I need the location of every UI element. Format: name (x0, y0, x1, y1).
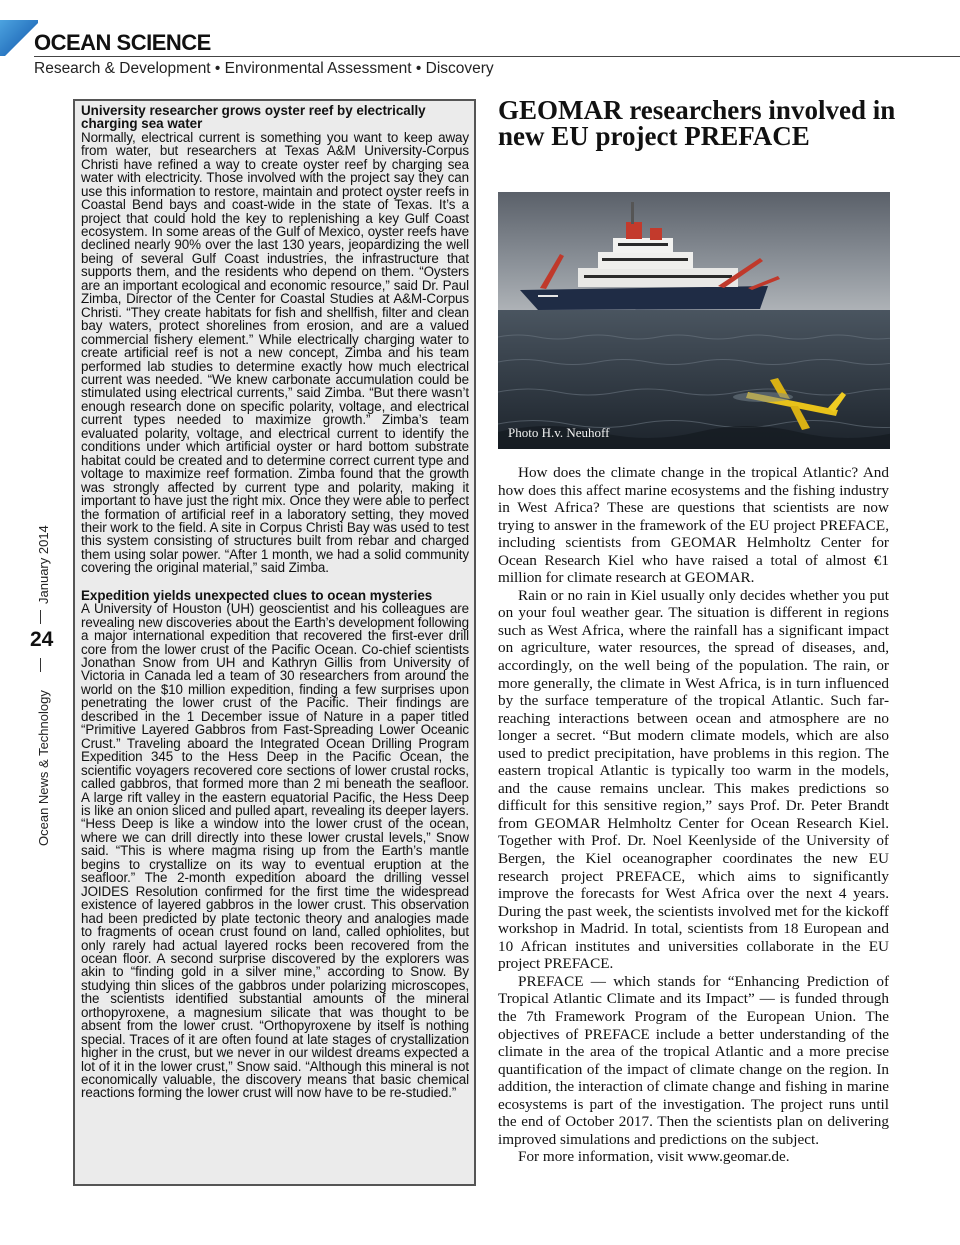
feature-paragraph: Rain or no rain in Kiel usually only decides whether you put on your foul weather gear. The situation is different in regions such as West Africa, where the rainfall has a significant impact on agriculture, water resources, the spread of diseases, and, accordingly, on the well being of the population. The rain, or more generally, the climate in West Africa, is in turn influenced by the surface temperature of the tropical Atlantic. Such far-reaching interactions between ocean and atmosphere are no longer a secret. “But modern climate models, which are also used to predict precipitation, have problems in this region. The eastern tropical Atlantic is typically too warm in the models, and the cause remains unclear. This makes predictions so difficult for this sensitive region,” says Prof. Dr. Peter Brandt from GEOMAR Helmholtz Center for Ocean Research Kiel. Together with Prof. Dr. Noel Keenlyside of the University of Bergen, the Kiel oceanographer coordinates the new EU research project PREFACE, which aims to significantly improve the forecasts for West Africa over the next 4 years. During the past week, the scientists involved met for the kickoff workshop in Madrid. In total, scientists from 18 European and 10 African institutes and universities collaborate in the EU project PREFACE. (498, 586, 889, 973)
section-title: OCEAN SCIENCE (34, 30, 211, 55)
sidebar-rule-bottom (40, 658, 41, 672)
feature-paragraph: PREFACE — which stands for “Enhancing Prediction of Tropical Atlantic Climate and its Impact” — is funded through the 7th Framework Program of the European Union. The objectives of PREFACE include a better understanding of the climate in the area of the tropical Atlantic and a more precise quantification of the impact of climate change on the region. In addition, the interaction of climate change and fishing in marine ecosystems is part of the investigation. The project runs until the end of October 2017. Then the scientists plan on delivering improved simulations and predictions on the subject. (498, 972, 889, 1148)
sidebar-publication: Ocean News & Technology (36, 690, 51, 846)
article-expedition-title: Expedition yields unexpected clues to ocean mysteries (81, 587, 433, 603)
feature-body (498, 464, 889, 1166)
feature-paragraph: For more information, visit www.geomar.de. (518, 1148, 790, 1166)
article-expedition-body: A University of Houston (UH) geoscientist and his colleagues are revealing new discoveries about the Earth’s development following a major international expedition that recovered the first-ever drill core from the lower crust of the Pacific Ocean. Co-chief scientists Jonathan Snow from UH and Kathryn Gillis from University of Victoria in Canada led a team of 30 researchers from around the world on the $10 million expedition, finding a few surprises upon penetrating the lower crust of the Pacific. Their findings are described in the 1 December issue of Nature in a paper titled “Primitive Layered Gabbros from Fast-Spreading Lower Oceanic Crust.” Traveling aboard the Integrated Ocean Drilling Program Expedition 345 to the Hess Deep in the Pacific Ocean, the scientific voyagers recovered core sections of lower crustal rocks, called gabbros, that formed more than 2 mi beneath the seafloor. A large rift valley in the eastern equatorial Pacific, the Hess Deep is like an onion sliced and pulled apart, revealing its deeper layers. “Hess Deep is like a window into the lower crust of the ocean, where we can drill directly into these lower crustal levels,” Snow said. “This is where magma rising up from the Earth’s mantle begins to crystallize on its way to eventual eruption at the seafloor.” The 2-month expedition aboard the drilling vessel JOIDES Resolution confirmed for the first time the widespread existence of layered gabbros in the lower crust. This observation had been predicted by plate tectonic theory and analogies made to fragments of ocean crust found on land, called ophiolites, but only rarely had actual layered rocks been recovered from the ocean floor. A second surprise discovered by the explorers was akin to “finding gold in a silver mine,” according to Snow. By studying thin slices of the gabbros under polarizing microscopes, the scientists identified substantial amounts of the mineral orthopyroxene, a magnesium silicate that was thought to be absent from the lower crust. “Orthopyroxene by itself is nothing special. Traces of it are often found at late stages of crystallization higher in the crust, but we never in our wildest dreams expected a lot of it in the lower crust,” Snow said. “Although this mineral is not economically valuable, the discovery means that basic chemical reactions forming the lower crust will now have to be re-studied.” (81, 601, 469, 1101)
header-accent-block (0, 20, 38, 56)
photo-credit: Photo H.v. Neuhoff (508, 425, 610, 440)
sidebar-month: January 2014 (36, 525, 51, 604)
article-oyster-body: Normally, electrical current is something you want to keep away from water, but researchers at Texas A&M University-Corpus Christi have refined a way to create oyster reef by charging sea water with electricity. Those involved with the project say they can use this information to restore, maintain and protect oyster reefs in Coastal Bend bays and coast-wide in the state of Texas. It’s a project that could hold the key to replenishing a key Gulf Coast ecosystem. In some areas of the Gulf of Mexico, oyster reefs have declined nearly 90% over the last 130 years, jeopardizing the well being of several Gulf Coast industries, the infrastructure that supports them, and the residents who depend on them. “Oysters are an important ecological and economic resource,” said Dr. Paul Zimba, Director of the Center for Coastal Studies at A&M-Corpus Christi. “They create habitats for fish and shellfish, filter and clean bay waters, protect shorelines from erosion, and are a valued commercial fishery element.” While electrically charging water to create artificial reef is not a new concept, Zimba and his team performed lab studies to determine exactly how much electrical current was needed. “We knew carbonate accumulation could be stimulated using electrical currents,” said Zimba. “But there wasn’t enough research done on specific polarity, voltage, and electrical current types needed to maximize growth.” Zimba’s team evaluated polarity, voltage, and electrical current to identify the conditions under which artificial oyster or hard bottom substrate habitat could be created and to determine correct current type and voltage to maximize reef formation. Zimba found that the growth was strongly affected by current type and polarity, making it important to have just the right mix. Once they were able to perfect the formation of artificial reef in a laboratory setting, they moved their work to the field. A site in Corpus Christi Bay was used to test this system consisting of structures built from rebar and charged them using solar power. “After 1 month, we had a solid community covering the original material,” said Zimba. (81, 129, 469, 576)
vessel-photo-image (498, 192, 890, 449)
news-briefs-box (73, 99, 476, 1186)
header-rule (34, 56, 960, 57)
page-number: 24 (30, 628, 54, 651)
section-subtitle: Research & Development • Environmental Assessment • Discovery (34, 60, 494, 77)
article-oyster-title: University researcher grows oyster reef by electrically charging sea water (81, 103, 426, 132)
feature-headline: GEOMAR researchers involved in new EU project PREFACE (498, 95, 896, 151)
feature-paragraph: How does the climate change in the tropical Atlantic? And how does this affect marine ecosystems and the fishing industry in West Africa? These are questions that scientists are now trying to answer in the framework of the EU project PREFACE, including scientists from GEOMAR Helmholtz Center for Ocean Research Kiel who have raised a total of almost €1 million for climate research at GEOMAR. (498, 464, 889, 587)
sidebar-rule-top (40, 610, 41, 624)
research-vessel-photo (498, 192, 890, 449)
